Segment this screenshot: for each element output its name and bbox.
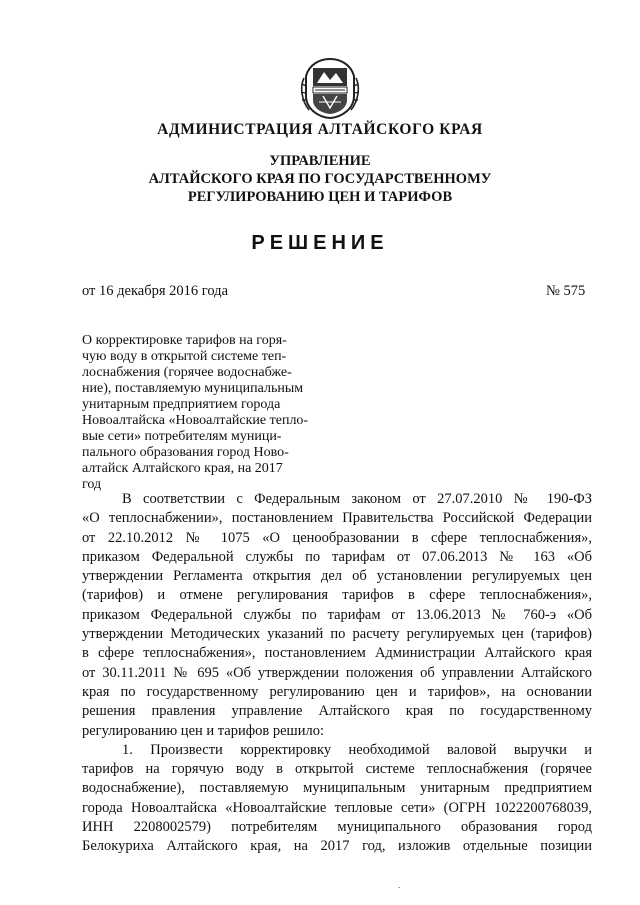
subject-line: вые сети» потребителям муници- — [82, 429, 282, 444]
document-date: от 16 декабря 2016 года — [82, 283, 228, 299]
subject-line: ние), поставляемую муниципальным — [82, 381, 304, 396]
body-line: от 22.10.2012 № 1075 «О ценообразовании в сфере теплоснабжения», — [82, 529, 592, 546]
body-line: приказом Федеральной службы по тарифам от 13.06.2013 № 760-э «Об — [82, 606, 592, 623]
body-line: В соответствии с Федеральным законом от 27.07.2010 № 190-ФЗ — [122, 491, 592, 507]
body-line: Белокуриха Алтайского края, на 2017 год, изложив отдельные позиции — [82, 838, 592, 855]
body-line: водоснабжение), поставляемую муниципальным унитарным предприятием — [82, 780, 592, 797]
department-line: РЕГУЛИРОВАНИЮ ЦЕН И ТАРИФОВ — [187, 189, 453, 205]
body-line: приказом Федеральной службы по тарифам от 07.06.2013 № 163 «Об — [82, 548, 592, 565]
body-line: утверждении Методических указаний по расчету регулируемых цен (тарифов) — [82, 626, 592, 643]
subject-line: лоснабжения (горячее водоснабже- — [82, 365, 292, 380]
subject-line: О корректировке тарифов на горя- — [82, 333, 287, 348]
body-line: решения правления управление Алтайского края по государственному — [82, 703, 592, 720]
body-line: тарифов на горячую воду в открытой системе теплоснабжения (горячее — [82, 761, 592, 778]
body-line: в сфере теплоснабжения», постановлением Администрации Алтайского края — [82, 645, 592, 662]
subject-line: чую воду в открытой системе теп- — [82, 349, 287, 364]
subject-line: унитарным предприятием города — [82, 397, 281, 412]
coat-of-arms-icon — [299, 56, 361, 120]
body-line: регулированию цен и тарифов решило: — [82, 722, 324, 739]
document-number: № 575 — [546, 283, 586, 299]
body-text — [82, 490, 592, 857]
body-line: ИНН 2208002579) потребителям муниципального образования город — [82, 819, 592, 836]
organization-title: АДМИНИСТРАЦИЯ АЛТАЙСКОГО КРАЯ — [157, 121, 483, 138]
body-line: края по государственному регулированию цен и тарифов», на основании — [82, 683, 592, 700]
body-line: от 30.11.2011 № 695 «Об утверждении положения об управлении Алтайского — [82, 664, 592, 681]
subject-line: Новоалтайска «Новоалтайские тепло- — [82, 413, 309, 428]
body-line: города Новоалтайска «Новоалтайские тепловые сети» (ОГРН 1022200768039, — [82, 799, 592, 816]
body-line: «О теплоснабжении», постановлением Правительства Российской Федерации — [82, 510, 592, 527]
document-type-heading: РЕШЕНИЕ — [251, 232, 389, 254]
body-line: утверждении Регламента открытия дел об установлении регулируемых цен — [82, 568, 592, 585]
subject-line: алтайск Алтайского края, на 2017 — [82, 461, 283, 476]
department-line: УПРАВЛЕНИЕ — [269, 153, 371, 169]
scan-mark: . — [398, 880, 401, 890]
subject-line: пального образования город Ново- — [82, 445, 289, 460]
subject-block — [82, 333, 332, 493]
department-title — [0, 152, 640, 206]
body-line: 1. Произвести корректировку необходимой валовой выручки и — [122, 741, 592, 758]
body-line: (тарифов) и отмене регулирования тарифов в сфере теплоснабжения», — [82, 587, 592, 604]
department-line: АЛТАЙСКОГО КРАЯ ПО ГОСУДАРСТВЕННОМУ — [148, 171, 492, 187]
subject-line: год — [82, 477, 102, 492]
